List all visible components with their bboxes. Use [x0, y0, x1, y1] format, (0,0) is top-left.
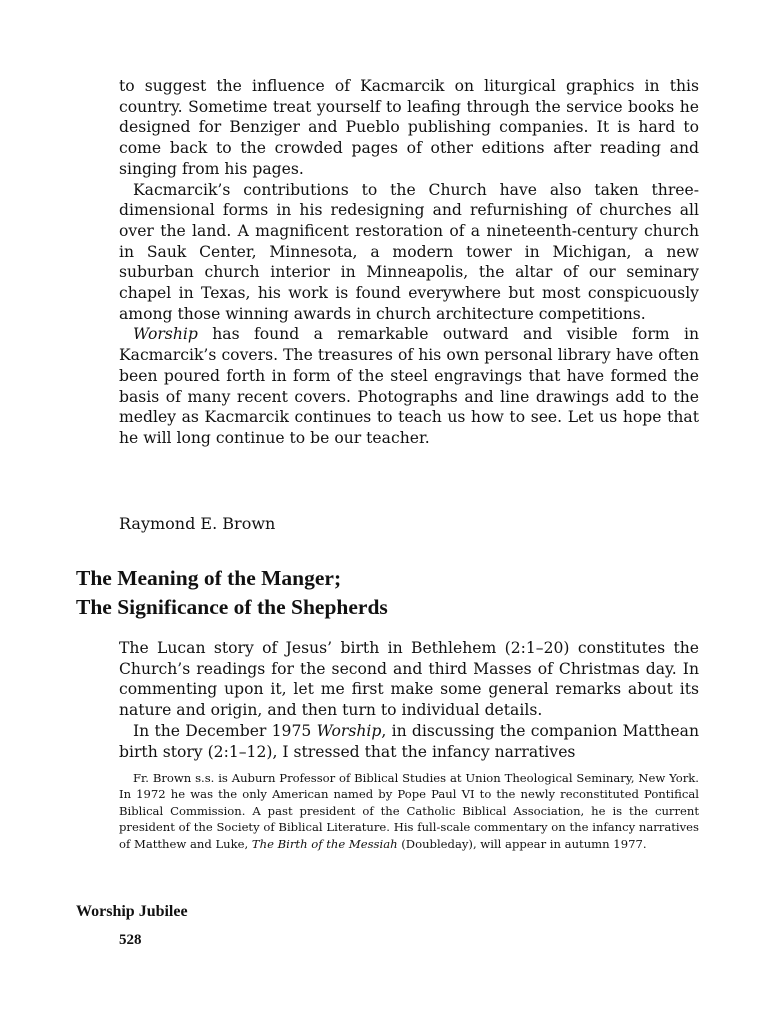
- running-head: Worship Jubilee: [76, 903, 188, 920]
- paragraph-kacmarcik-churches: Kacmarcik’s contributions to the Church have also taken three-dimensional forms in his redesigning and refurnishing of churches all over the land. A magnificent restoration of a nineteenth-century church in Sauk Center, Minnesota, a modern tower in Michigan, a new suburban church interior in Minneapolis, the altar of our seminary chapel in Texas, his work is found everywhere but most conspicuously among those winning awards in church architecture competitions.: [119, 180, 699, 323]
- article-title-line-2: The Significance of the Shepherds: [76, 595, 388, 619]
- paragraph-kacmarcik-covers: [119, 324, 699, 448]
- article-title-line-1: The Meaning of the Manger;: [76, 566, 342, 590]
- footnote-text-a: Fr. Brown s.s. is Auburn Professor of Biblical Studies at Union Theological Seminary, New York. In 1972 he was the only American named by Pope Paul VI to the newly reconstituted Pontifical Biblical Commission. A past president of the Catholic Biblical Association, he is the current president of the Society of Biblical Literature. His full-scale commentary on the infancy narratives of Matthew and Luke,: [119, 771, 699, 851]
- article-body: [119, 638, 699, 762]
- paragraph-kacmarcik-graphics: to suggest the influence of Kacmarcik on liturgical graphics in this country. Sometime treat yourself to leafing through the service books he designed for Benziger and Pueblo publishing companies. It is hard to come back to the crowded pages of other editions after reading and singing from his pages.: [119, 77, 699, 178]
- article-author: Raymond E. Brown: [119, 514, 276, 533]
- paragraph-matthean-text-a: In the December 1975: [133, 721, 317, 740]
- journal-name-italic: Worship: [133, 325, 198, 344]
- paragraph-matthean-story: [119, 721, 699, 762]
- article-title: [76, 564, 716, 622]
- author-footnote: [119, 770, 699, 852]
- paragraph-lucan-story: The Lucan story of Jesus’ birth in Bethlehem (2:1–20) constitutes the Church’s readings for the second and third Masses of Christmas day. In commenting upon it, let me first make some general remarks about its nature and origin, and then turn to individual details.: [119, 639, 699, 720]
- footnote-book-title: The Birth of the Messiah: [251, 836, 398, 851]
- continued-article-text: [119, 76, 699, 449]
- paragraph-covers-text: has found a remarkable outward and visible form in Kacmarcik’s covers. The treasures of his own personal library have often been poured forth in form of the steel engravings that have formed the basis of many recent covers. Photographs and line drawings add to the medley as Kacmarcik continues to teach us how to see. Let us hope that he will long continue to be our teacher.: [119, 325, 699, 447]
- footnote-text-b: (Doubleday), will appear in autumn 1977.: [397, 836, 647, 851]
- journal-name-italic: Worship: [316, 721, 382, 740]
- page-number: 528: [119, 932, 142, 948]
- paragraph-matthean-text-b: , in discussing the companion Matthean birth story (2:1–12), I stressed that the infancy narratives: [119, 721, 699, 761]
